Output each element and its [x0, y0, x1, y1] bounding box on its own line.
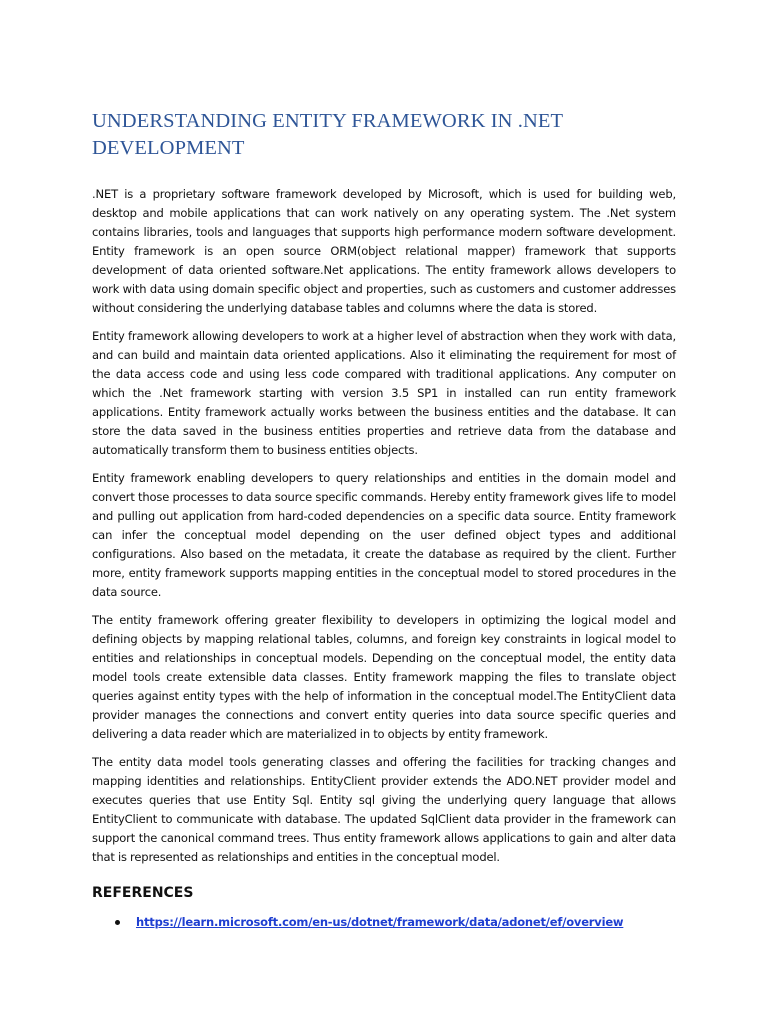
- reference-link[interactable]: https://learn.microsoft.com/en-us/dotnet/framework/data/adonet/ef/overview: [136, 915, 624, 929]
- paragraph-flexibility: The entity framework offering greater flexibility to developers in optimizing the logical model and defining objects by mapping relational tables, columns, and foreign key constraints in logical model to entities and relationships in conceptual models. Depending on the conceptual model, the entity data model tools create extensible data classes. Entity framework mapping the files to translate object queries against entity types with the help of information in the conceptual model.The EntityClient data provider manages the connections and convert entity queries into data source specific queries and delivering a data reader which are materialized in to objects by entity framework.: [92, 613, 676, 741]
- paragraph-data-model-tools: The entity data model tools generating classes and offering the facilities for tracking changes and mapping identities and relationships. EntityClient provider extends the ADO.NET provider model and executes queries that use Entity Sql. Entity sql giving the underlying query language that allows EntityClient to communicate with database. The updated SqlClient data provider in the framework can support the canonical command trees. Thus entity framework allows applications to gain and alter data that is represented as relationships and entities in the conceptual model.: [92, 755, 676, 864]
- references-heading: REFERENCES: [92, 885, 194, 901]
- paragraph-query-relationships: Entity framework enabling developers to query relationships and entities in the domain model and convert those processes to data source specific commands. Hereby entity framework gives life to model and pulling out application from hard-coded dependencies on a specific data source. Entity framework can infer the conceptual model depending on the user defined object types and additional configurations. Also based on the metadata, it create the database as required by the client. Further more, entity framework supports mapping entities in the conceptual model to stored procedures in the data source.: [92, 471, 676, 599]
- paragraph-abstraction: Entity framework allowing developers to work at a higher level of abstraction when they work with data, and can build and maintain data oriented applications. Also it eliminating the requirement for most of the data access code and using less code compared with traditional applications. Any computer on which the .Net framework starting with version 3.5 SP1 in installed can run entity framework applications. Entity framework actually works between the business entities and the database. It can store the data saved in the business entities properties and retrieve data from the database and automatically transform them to business entities objects.: [92, 329, 676, 457]
- reference-item: [92, 913, 676, 931]
- document-title: UNDERSTANDING ENTITY FRAMEWORK IN .NET DEVELOPMENT: [92, 110, 563, 159]
- bullet-icon: [115, 920, 120, 925]
- references-list: [92, 913, 676, 931]
- paragraph-net-overview: .NET is a proprietary software framework developed by Microsoft, which is used for building web, desktop and mobile applications that can work natively on any operating system. The .Net system contains libraries, tools and languages that supports high performance modern software development. Entity framework is an open source ORM(object relational mapper) framework that supports development of data oriented software.Net applications. The entity framework allows developers to work with data using domain specific object and properties, such as customers and customer addresses without considering the underlying database tables and columns where the data is stored.: [92, 187, 676, 315]
